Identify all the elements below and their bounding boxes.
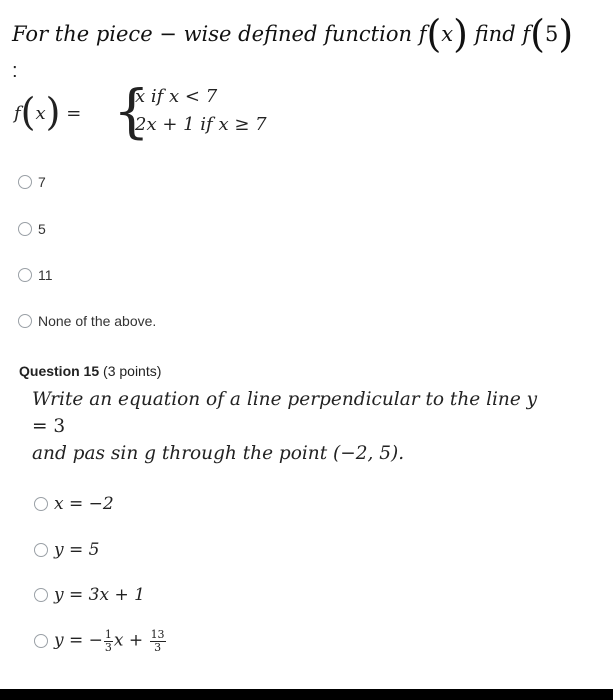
radio-button-icon[interactable] <box>18 314 32 328</box>
option-label: 7 <box>38 174 46 190</box>
expr-middle: x + <box>113 630 144 651</box>
right-paren-glyph: ) <box>45 90 61 134</box>
frac-denominator: 3 <box>154 640 162 654</box>
q15-option-y-eq-5[interactable] <box>34 540 99 560</box>
question-number: Question 15 <box>19 363 100 379</box>
option-label: None of the above. <box>38 313 157 329</box>
left-brace-glyph: { <box>113 77 150 145</box>
question-15-header <box>19 363 161 379</box>
q14-colon: : <box>12 60 18 82</box>
option-label: 5 <box>38 221 46 237</box>
prompt-line-1: Write an equation of a line perpendicular to the line y <box>32 389 538 410</box>
right-paren-glyph: ) <box>453 12 468 56</box>
left-paren-glyph: ( <box>426 12 442 56</box>
radio-button-icon[interactable] <box>18 268 32 282</box>
bottom-black-bar <box>0 689 613 700</box>
piecewise-case-2: 2x + 1 if x ≥ 7 <box>135 114 267 135</box>
radio-button-icon[interactable] <box>34 588 48 602</box>
frac-numerator: 13 <box>150 628 165 641</box>
q14-eval-arg: 5 <box>544 22 559 46</box>
q14-title-text: For the piece − wise defined function <box>12 22 412 46</box>
option-label: 11 <box>38 267 53 283</box>
q15-option-y-eq-3x-plus-1[interactable] <box>34 585 145 605</box>
option-label: x = −2 <box>54 494 114 514</box>
radio-button-icon[interactable] <box>34 543 48 557</box>
prompt-line-3: and pas sin g through the point (−2, 5). <box>32 443 405 464</box>
q14-option-5[interactable] <box>18 221 46 237</box>
option-label: y = 5 <box>54 540 100 560</box>
question-points: (3 points) <box>103 363 162 379</box>
q14-eval-fn: f <box>522 22 531 46</box>
radio-button-icon[interactable] <box>34 497 48 511</box>
left-paren-glyph: ( <box>530 12 545 56</box>
q14-option-none[interactable] <box>18 313 156 329</box>
expr-prefix: y = − <box>54 630 103 651</box>
piecewise-case-1: x if x < 7 <box>135 86 218 107</box>
pw-equals: = <box>66 103 82 124</box>
frac-numerator: 1 <box>104 628 112 641</box>
fraction-thirteen-thirds <box>150 629 166 653</box>
q14-option-7[interactable] <box>18 174 46 190</box>
radio-button-icon[interactable] <box>34 634 48 648</box>
right-paren-glyph: ) <box>558 12 574 56</box>
q14-find-text: find <box>474 22 516 46</box>
question-14-prompt <box>12 12 573 56</box>
q14-fn-var: x <box>441 22 454 46</box>
q14-fn-name: f <box>418 22 427 46</box>
frac-denominator: 3 <box>104 640 112 654</box>
radio-button-icon[interactable] <box>18 175 32 189</box>
question-15-prompt <box>32 386 592 467</box>
option-label: y = 3x + 1 <box>54 585 145 605</box>
q15-option-y-eq-neg-third-x-plus-13-thirds[interactable] <box>34 629 167 653</box>
pw-fn-var: x <box>35 103 46 124</box>
fraction-one-third <box>104 629 113 653</box>
q15-option-x-eq-neg2[interactable] <box>34 494 114 514</box>
q14-option-11[interactable] <box>18 267 53 283</box>
pw-fn-name: f <box>14 103 21 124</box>
prompt-line-2: = 3 <box>32 416 66 437</box>
option-label <box>54 629 167 653</box>
piecewise-lhs <box>14 90 81 134</box>
left-paren-glyph: ( <box>20 90 36 134</box>
radio-button-icon[interactable] <box>18 222 32 236</box>
